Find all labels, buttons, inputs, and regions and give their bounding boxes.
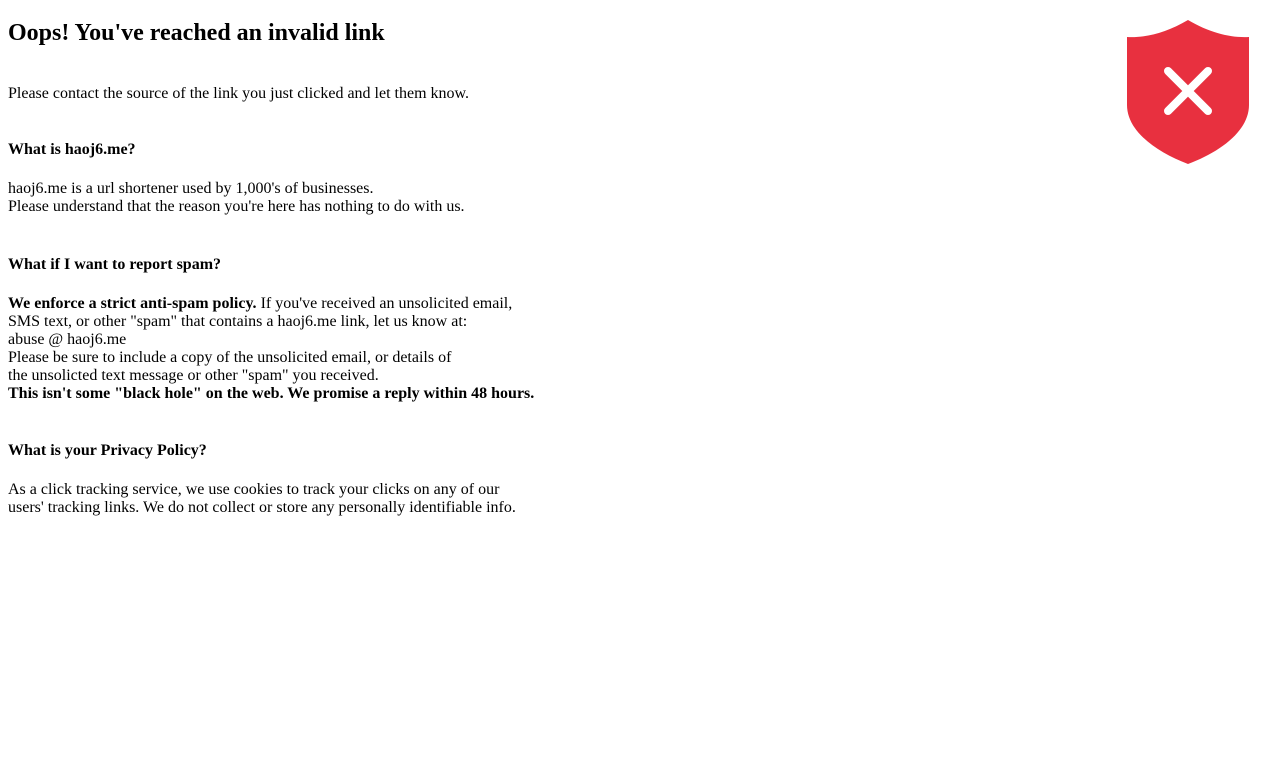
what-is-line-2: Please understand that the reason you're here has nothing to do with us. [8,198,465,215]
page-title: Oops! You've reached an invalid link [8,20,385,46]
spam-policy-line [8,295,1108,313]
spam-policy-rest: If you've received an unsolicited email, [256,295,513,312]
privacy-line-2: users' tracking links. We do not collect or store any personally identifiable info. [8,499,516,516]
spam-line-4: Please be sure to include a copy of the unsolicited email, or details of [8,349,452,366]
privacy-line-1: As a click tracking service, we use cookies to track your clicks on any of our [8,481,500,498]
what-is-heading: What is haoj6.me? [8,141,136,158]
abuse-email: abuse @ haoj6.me [8,331,127,348]
spam-heading: What if I want to report spam? [8,256,222,273]
privacy-heading: What is your Privacy Policy? [8,442,207,459]
spam-line-5: the unsolicted text message or other "spam" you received. [8,367,379,384]
main-content [8,0,1108,517]
shield-x-icon [1126,19,1250,165]
what-is-line-1: haoj6.me is a url shortener used by 1,000's of businesses. [8,180,374,197]
spam-line-2: SMS text, or other "spam" that contains a haoj6.me link, let us know at: [8,313,468,330]
intro-text: Please contact the source of the link you just clicked and let them know. [8,85,470,102]
reply-promise: This isn't some "black hole" on the web. We promise a reply within 48 hours. [8,385,535,402]
spam-policy-bold: We enforce a strict anti-spam policy. [8,295,257,312]
